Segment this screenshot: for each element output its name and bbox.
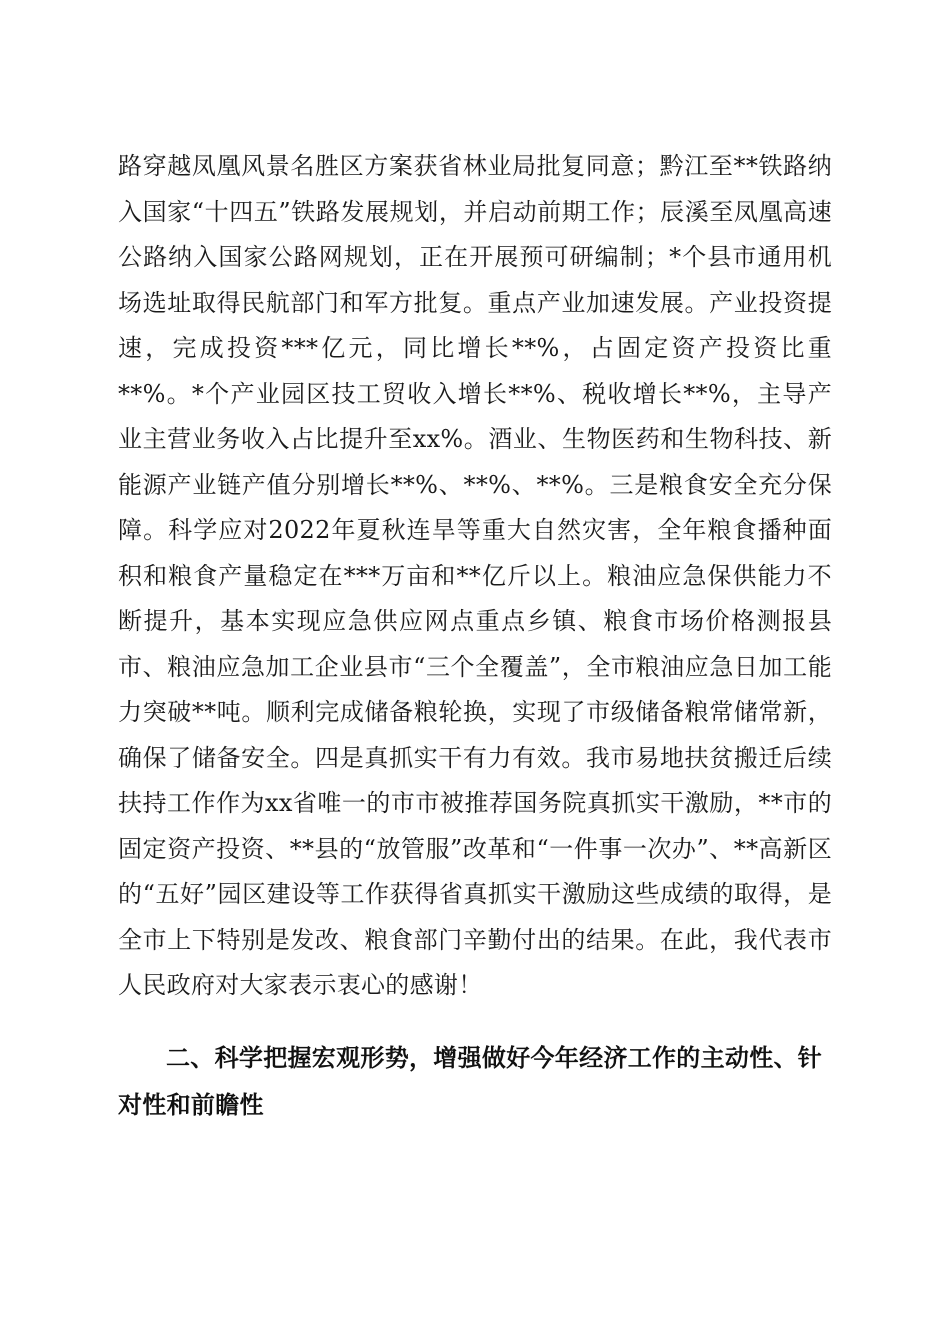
section-heading: 二、科学把握宏观形势，增强做好今年经济工作的主动性、针对性和前瞻性	[118, 1044, 823, 1119]
body-paragraph: 路穿越凤凰风景名胜区方案获省林业局批复同意；黔江至**铁路纳入国家“十四五”铁路发展规划，并启动前期工作；辰溪至凤凰高速公路纳入国家公路网规划，正在开展预可研编制；*个县市通用机场选址取得民航部门和军方批复。重点产业加速发展。产业投资提速，完成投资***亿元，同比增长**%，占固定资产投资比重**%。*个产业园区技工贸收入增长**%、税收增长**%，主导产业主营业务收入占比提升至xx%。酒业、生物医药和生物科技、新能源产业链产值分别增长**%、**%、**%。三是粮食安全充分保障。科学应对2022年夏秋连旱等重大自然灾害，全年粮食播种面积和粮食产量稳定在***万亩和**亿斤以上。粮油应急保供能力不断提升，基本实现应急供应网点重点乡镇、粮食市场价格测报县市、粮油应急加工企业县市“三个全覆盖”，全市粮油应急日加工能力突破**吨。顺利完成储备粮轮换，实现了市级储备粮常储常新，确保了储备安全。四是真抓实干有力有效。我市易地扶贫搬迁后续扶持工作作为xx省唯一的市市被推荐国务院真抓实干激励，**市的固定资产投资、**县的“放管服”改革和“一件事一次办”、**高新区的“五好”园区建设等工作获得省真抓实干激励这些成绩的取得，是全市上下特别是发改、粮食部门辛勤付出的结果。在此，我代表市人民政府对大家表示衷心的感谢！	[118, 152, 832, 999]
